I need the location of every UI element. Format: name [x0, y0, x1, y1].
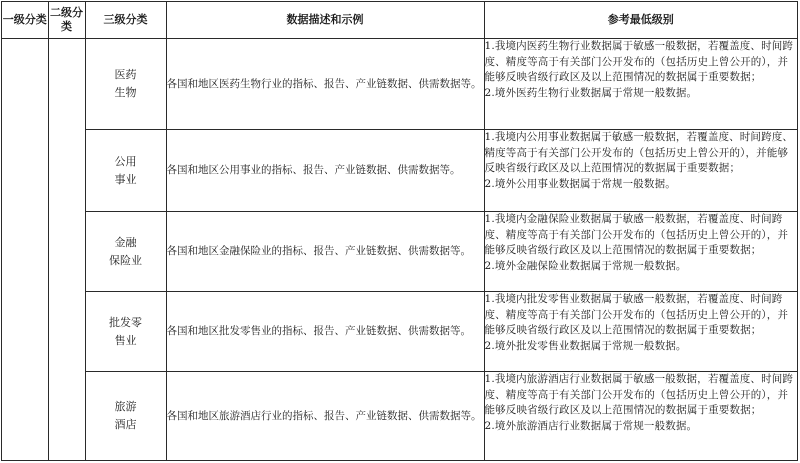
category-label: 金融 保险业	[109, 235, 142, 267]
min-level-cell	[484, 39, 797, 130]
table-row	[2, 372, 797, 461]
description-cell: 各国和地区公用事业的指标、报告、产业链数据、供需数据等。	[166, 130, 484, 212]
category-label: 旅游 酒店	[114, 400, 137, 432]
min-level-overseas: 2.境外医药生物行业数据属于常规一般数据。	[484, 86, 698, 99]
min-level-overseas: 2.境外公用事业数据属于常规一般数据。	[484, 177, 676, 190]
level1-cell	[2, 39, 48, 461]
description-cell: 各国和地区旅游酒店行业的指标、报告、产业链数据、供需数据等。	[166, 372, 484, 461]
min-level-cell	[484, 372, 797, 461]
classification-table	[2, 2, 797, 461]
header-level1: 一级分类	[2, 2, 48, 39]
table-row	[2, 39, 797, 130]
min-level-domestic: 1.我境内医药生物行业数据属于敏感一般数据，若覆盖度、时间跨度、精度等高于有关部门公开发布的（包括历史上曾公开的），并能够反映省级行政区及以上范围情况的数据属于重要数据；	[484, 40, 794, 83]
min-level-domestic: 1.我境内旅游酒店行业数据属于敏感一般数据，若覆盖度、时间跨度、精度等高于有关部门公开发布的（包括历史上曾公开的），并能够反映省级行政区及以上范围情况的数据属于重要数据；	[484, 373, 794, 416]
category-label: 医药 生物	[114, 68, 137, 99]
min-level-cell	[484, 292, 797, 372]
level2-cell	[48, 39, 85, 461]
category-cell	[85, 372, 166, 461]
min-level-cell	[484, 212, 797, 292]
category-cell	[85, 292, 166, 372]
min-level-overseas: 2.境外金融保险业数据属于常规一般数据。	[484, 259, 687, 272]
table-row	[2, 130, 797, 212]
description-cell: 各国和地区医药生物行业的指标、报告、产业链数据、供需数据等。	[166, 39, 484, 130]
header-level2: 二级分类	[48, 2, 85, 39]
table-row	[2, 292, 797, 372]
min-level-domestic: 1.我境内公用事业数据属于敏感一般数据，若覆盖度、时间跨度、精度等高于有关部门公开发布的（包括历史上曾公开的），并能够反映省级行政区及以上范围情况的数据属于重要数据；	[484, 131, 794, 174]
min-level-domestic: 1.我境内批发零售业数据属于敏感一般数据，若覆盖度、时间跨度、精度等高于有关部门公开发布的（包括历史上曾公开的），并能够反映省级行政区及以上范围情况的数据属于重要数据；	[484, 293, 789, 336]
min-level-overseas: 2.境外批发零售业数据属于常规一般数据。	[484, 339, 687, 352]
min-level-cell	[484, 130, 797, 212]
header-min-level: 参考最低级别	[484, 2, 797, 39]
header-description: 数据描述和示例	[166, 2, 484, 39]
description-cell: 各国和地区批发零售业的指标、报告、产业链数据、供需数据等。	[166, 292, 484, 372]
description-cell: 各国和地区金融保险业的指标、报告、产业链数据、供需数据等。	[166, 212, 484, 292]
category-label: 批发零 售业	[109, 315, 142, 347]
header-level3: 三级分类	[85, 2, 166, 39]
category-cell	[85, 39, 166, 130]
header-row	[2, 2, 797, 39]
table-row	[2, 212, 797, 292]
min-level-overseas: 2.境外旅游酒店行业数据属于常规一般数据。	[484, 419, 698, 432]
min-level-domestic: 1.我境内金融保险业数据属于敏感一般数据，若覆盖度、时间跨度、精度等高于有关部门公开发布的（包括历史上曾公开的），并能够反映省级行政区及以上范围情况的数据属于重要数据；	[484, 213, 789, 256]
classification-table-frame	[1, 1, 798, 461]
category-cell	[85, 212, 166, 292]
category-label: 公用 事业	[114, 154, 137, 186]
category-cell	[85, 130, 166, 212]
